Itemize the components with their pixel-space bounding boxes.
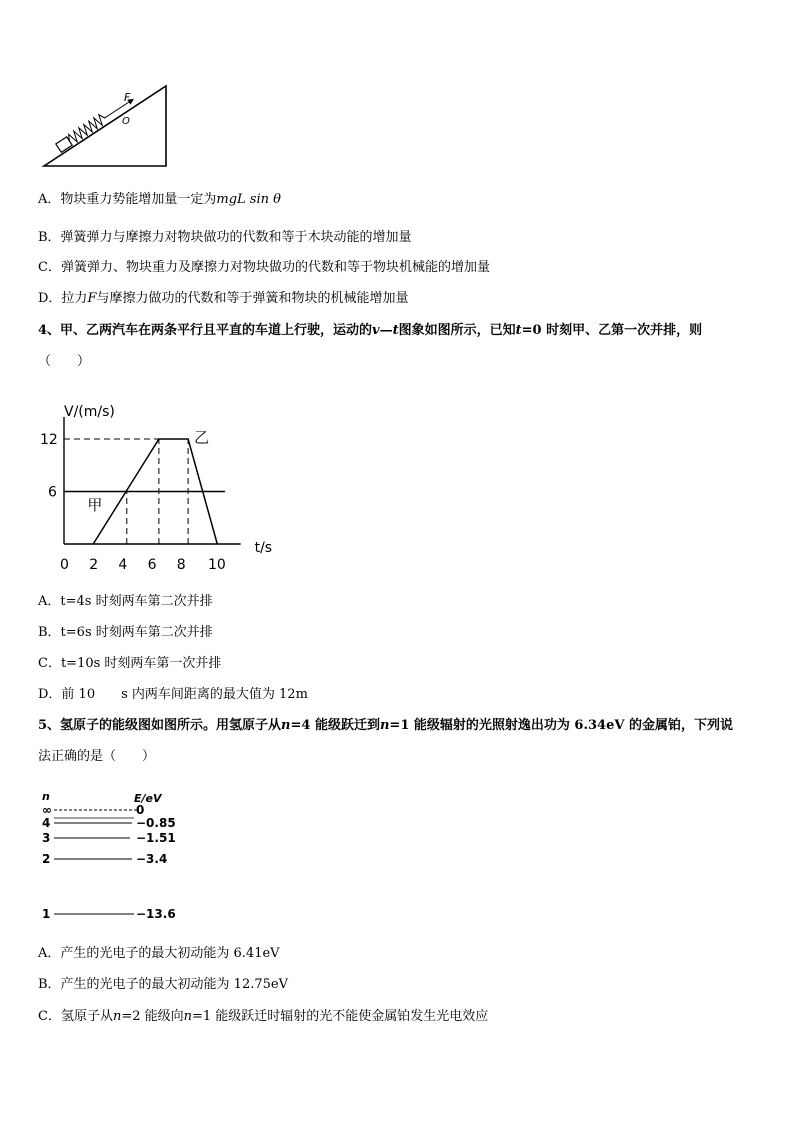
point-label: O <box>122 116 130 127</box>
level-energy-1: −0.85 <box>136 816 176 830</box>
q3-option-d: D．拉力F与摩擦力做功的代数和等于弹簧和物块的机械能增加量 <box>38 291 409 306</box>
q5-stem-line1: 5、氢原子的能级图如图所示。用氢原子从n=4 能级跃迁到n=1 能级辐射的光照射逸出功为 6.34eV 的金属铂，下列说 <box>38 718 733 733</box>
series-0-point-0 <box>63 491 64 492</box>
level-n-2: 3 <box>42 831 51 845</box>
force-label: F <box>124 91 131 104</box>
level-n-1: 4 <box>42 816 51 830</box>
q3-option-a: A．物块重力势能增加量一定为mgL sin θ <box>38 192 281 207</box>
q4-option-a: A．t=4s 时刻两车第二次并排 <box>38 594 213 609</box>
x-tick-10: 10 <box>208 557 226 573</box>
q5-option-b: B．产生的光电子的最大初动能为 12.75eV <box>38 977 288 992</box>
series-1-point-2 <box>188 438 189 439</box>
x-tick-2: 2 <box>89 557 99 573</box>
x-axis-label: t/s <box>254 540 273 556</box>
q4-option-c: C．t=10s 时刻两车第一次并排 <box>38 656 222 671</box>
series-1-point-3 <box>217 543 218 544</box>
level-energy-0: 0 <box>136 803 145 817</box>
y-axis-label: V/(m/s) <box>64 404 115 420</box>
x-tick-8: 8 <box>176 557 186 573</box>
level-n-4: 1 <box>42 907 51 921</box>
q4-stem: 4、甲、乙两汽车在两条平行且平直的车道上行驶，运动的v—t图象如图所示，已知t=0 时刻甲、乙第一次并排，则 <box>38 323 703 338</box>
q5-option-c: C．氢原子从n=2 能级向n=1 能级跃迁时辐射的光不能使金属铂发生光电效应 <box>38 1009 489 1024</box>
level-n-0: ∞ <box>42 803 52 817</box>
spring <box>66 110 111 145</box>
x-tick-0: 0 <box>60 557 69 573</box>
incline-figure <box>38 82 178 172</box>
series-0-point-1 <box>224 491 225 492</box>
series-label-甲: 甲 <box>87 495 103 514</box>
q3-option-a-formula: mgL sin θ <box>216 192 281 207</box>
level-energy-4: −13.6 <box>136 907 176 921</box>
level-n-3: 2 <box>42 852 51 866</box>
n-header: n <box>42 790 50 803</box>
vt-chart <box>34 392 304 584</box>
series-1-point-0 <box>93 543 94 544</box>
q4-stem-paren: （ ） <box>38 354 91 369</box>
y-tick-12: 12 <box>40 432 58 448</box>
q3-option-b: B．弹簧弹力与摩擦力对物块做功的代数和等于木块动能的增加量 <box>38 230 412 245</box>
series-label-乙: 乙 <box>194 428 210 447</box>
q5-stem-line2: 法正确的是（ ） <box>38 749 156 764</box>
q4-option-d: D．前 10 s 内两车间距离的最大值为 12m <box>38 687 308 702</box>
series-1-point-1 <box>158 438 159 439</box>
x-tick-4: 4 <box>118 557 128 573</box>
q5-option-a: A．产生的光电子的最大初动能为 6.41eV <box>38 946 280 961</box>
y-tick-6: 6 <box>48 484 57 501</box>
e-header: E/eV <box>134 792 162 805</box>
level-energy-2: −1.51 <box>136 831 176 845</box>
q4-option-b: B．t=6s 时刻两车第二次并排 <box>38 625 213 640</box>
x-tick-6: 6 <box>147 557 157 573</box>
q3-option-c: C．弹簧弹力、物块重力及摩擦力对物块做功的代数和等于物块机械能的增加量 <box>38 260 490 275</box>
energy-level-diagram <box>38 788 188 928</box>
level-energy-3: −3.4 <box>136 852 168 866</box>
